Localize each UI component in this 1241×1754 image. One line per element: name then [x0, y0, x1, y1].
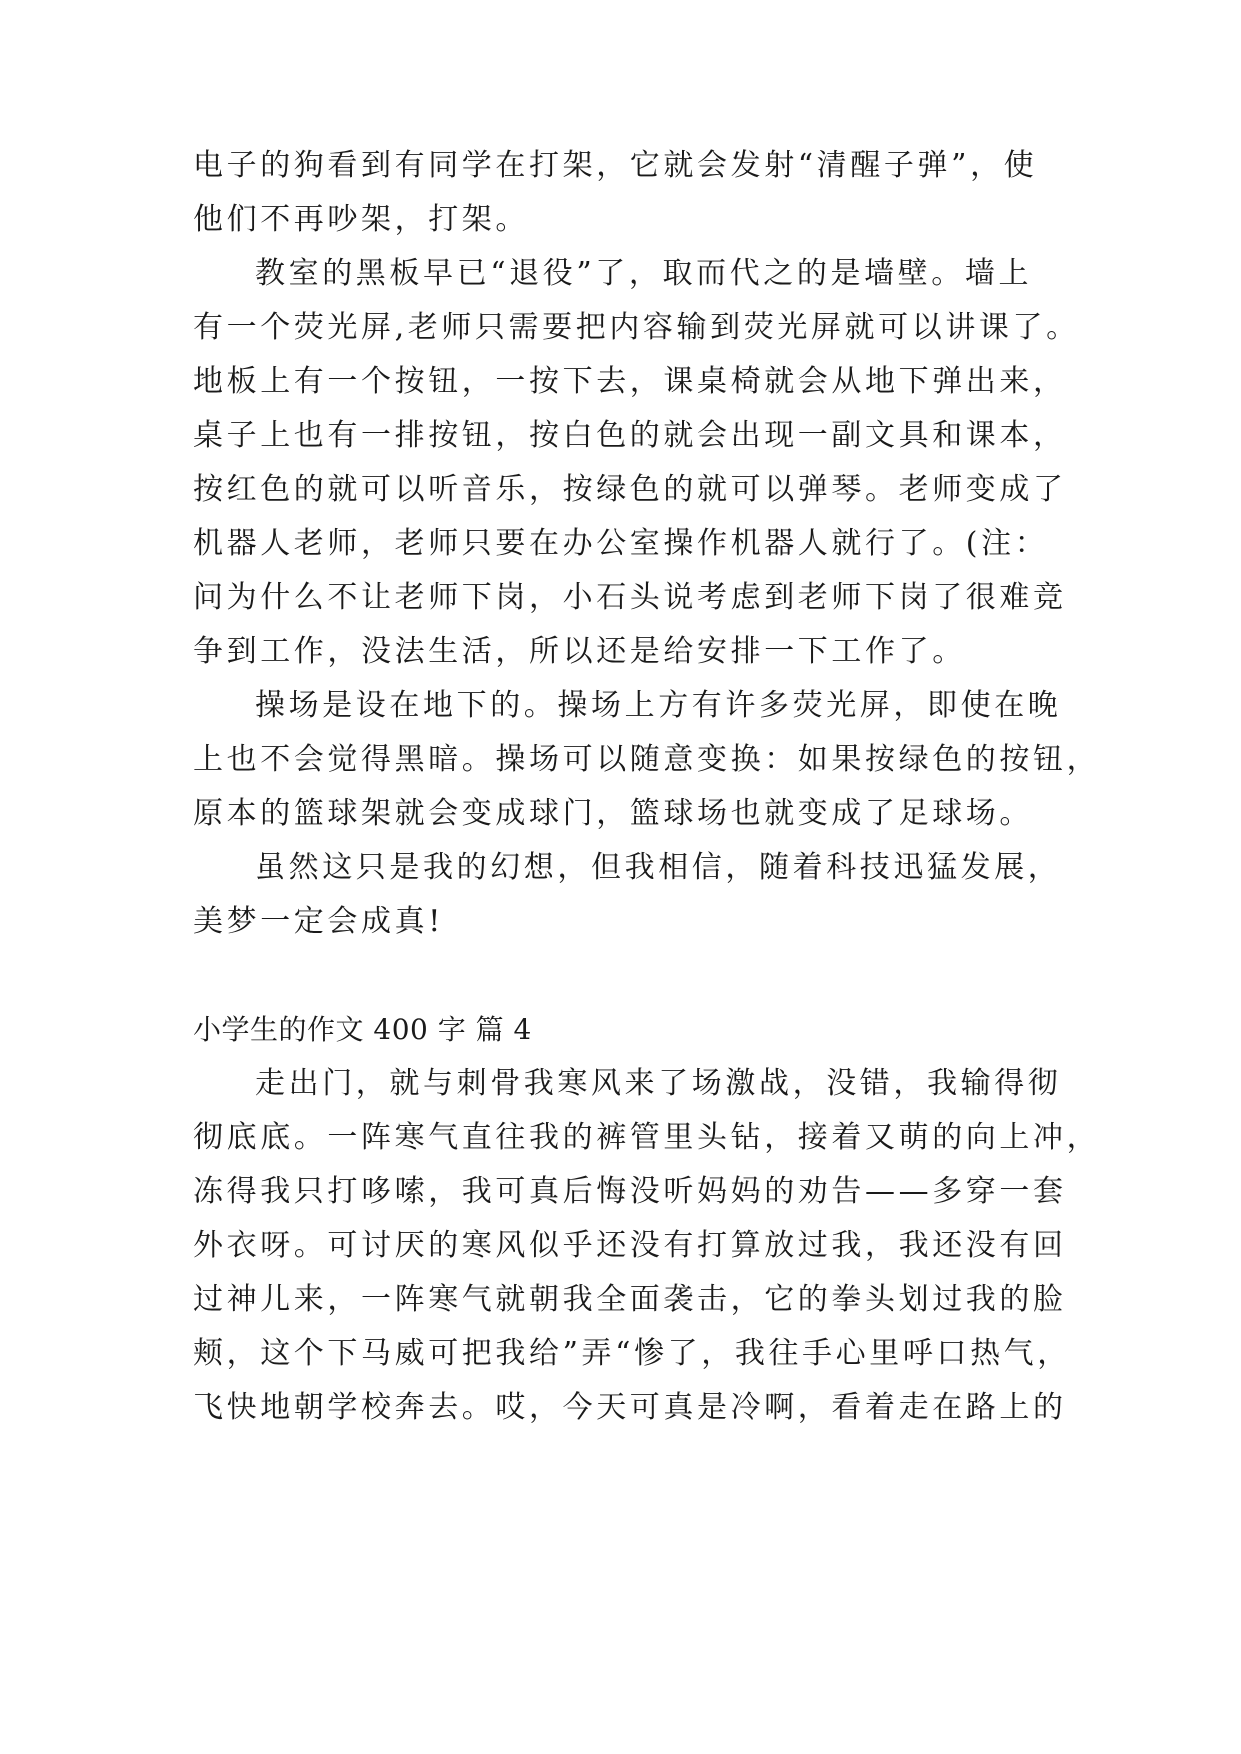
section-heading: 小学生的作文 400 字 篇 4	[193, 1013, 532, 1046]
text-line: 桌子上也有一排按钮，按白色的就会出现一副文具和课本，	[193, 418, 1067, 453]
paragraph-first-line: 走出门，就与刺骨我寒风来了场激战，没错，我输得彻	[255, 1066, 1062, 1101]
text-line: 原本的篮球架就会变成球门，篮球场也就变成了足球场。	[193, 796, 1033, 831]
text-line: 地板上有一个按钮，一按下去，课桌椅就会从地下弹出来，	[193, 364, 1067, 399]
text-line: 彻底底。一阵寒气直往我的裤管里头钻，接着又萌的向上冲，	[193, 1120, 1101, 1155]
text-line: 过神儿来，一阵寒气就朝我全面袭击，它的拳头划过我的脸	[193, 1282, 1067, 1317]
text-line: 颊，这个下马威可把我给”弄“惨了，我往手心里呼口热气，	[193, 1336, 1071, 1371]
text-line: 按红色的就可以听音乐，按绿色的就可以弹琴。老师变成了	[193, 472, 1067, 507]
text-line: 有一个荧光屏,老师只需要把内容输到荧光屏就可以讲课了。	[193, 310, 1080, 345]
text-line: 美梦一定会成真!	[193, 904, 444, 939]
text-line: 冻得我只打哆嗦，我可真后悔没听妈妈的劝告——多穿一套	[193, 1174, 1067, 1209]
text-line: 电子的狗看到有同学在打架，它就会发射“清醒子弹”，使	[193, 148, 1038, 183]
text-line: 上也不会觉得黑暗。操场可以随意变换：如果按绿色的按钮，	[193, 742, 1101, 777]
paragraph-first-line: 教室的黑板早已“退役”了，取而代之的是墙壁。墙上	[255, 256, 1033, 291]
paragraph-first-line: 操场是设在地下的。操场上方有许多荧光屏，即使在晚	[255, 688, 1062, 723]
text-line: 他们不再吵架，打架。	[193, 202, 529, 237]
text-line: 问为什么不让老师下岗，小石头说考虑到老师下岗了很难竞	[193, 580, 1067, 615]
text-line: 外衣呀。可讨厌的寒风似乎还没有打算放过我，我还没有回	[193, 1228, 1067, 1263]
paragraph-first-line: 虽然这只是我的幻想，但我相信，随着科技迅猛发展，	[255, 850, 1062, 885]
text-line: 飞快地朝学校奔去。哎，今天可真是冷啊，看着走在路上的	[193, 1390, 1067, 1425]
text-line: 争到工作，没法生活，所以还是给安排一下工作了。	[193, 634, 966, 669]
text-line: 机器人老师，老师只要在办公室操作机器人就行了。(注：	[193, 526, 1049, 561]
